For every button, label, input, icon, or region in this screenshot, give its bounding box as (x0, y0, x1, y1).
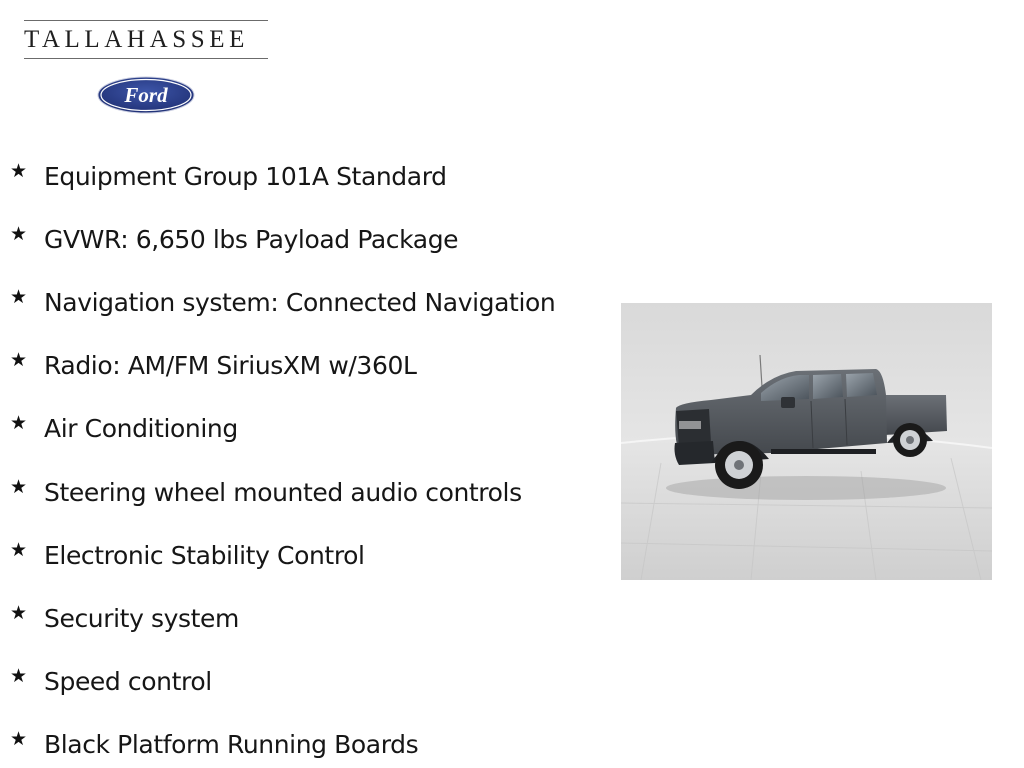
star-icon: ★ (10, 223, 28, 246)
list-item (10, 460, 555, 523)
star-icon: ★ (10, 601, 28, 624)
feature-label: Steering wheel mounted audio controls (44, 477, 522, 507)
list-item (10, 524, 555, 587)
vehicle-photo (621, 303, 992, 580)
star-icon: ★ (10, 349, 28, 372)
list-item (10, 397, 555, 460)
feature-label: Electronic Stability Control (44, 540, 365, 570)
star-icon: ★ (10, 412, 28, 435)
feature-label: Radio: AM/FM SiriusXM w/360L (44, 351, 417, 381)
truck-icon (621, 303, 992, 580)
dealer-name: TALLAHASSEE (24, 20, 268, 59)
dealer-logo (24, 20, 268, 107)
star-icon: ★ (10, 475, 28, 498)
feature-label: Equipment Group 101A Standard (44, 162, 447, 192)
list-item (10, 713, 555, 768)
star-icon: ★ (10, 160, 28, 183)
list-item (10, 208, 555, 271)
feature-label: Speed control (44, 666, 212, 696)
star-icon: ★ (10, 538, 28, 561)
feature-label: Security system (44, 603, 239, 633)
list-item (10, 587, 555, 650)
list-item (10, 271, 555, 334)
feature-label: Air Conditioning (44, 414, 238, 444)
list-item (10, 334, 555, 397)
star-icon: ★ (10, 286, 28, 309)
star-icon: ★ (10, 727, 28, 750)
ford-logo-icon (97, 76, 195, 114)
list-item (10, 650, 555, 713)
star-icon: ★ (10, 664, 28, 687)
feature-label: GVWR: 6,650 lbs Payload Package (44, 225, 459, 255)
list-item (10, 145, 555, 208)
feature-label: Navigation system: Connected Navigation (44, 288, 556, 318)
feature-label: Black Platform Running Boards (44, 729, 419, 759)
svg-text:Ford: Ford (124, 83, 168, 107)
feature-list (10, 145, 555, 768)
